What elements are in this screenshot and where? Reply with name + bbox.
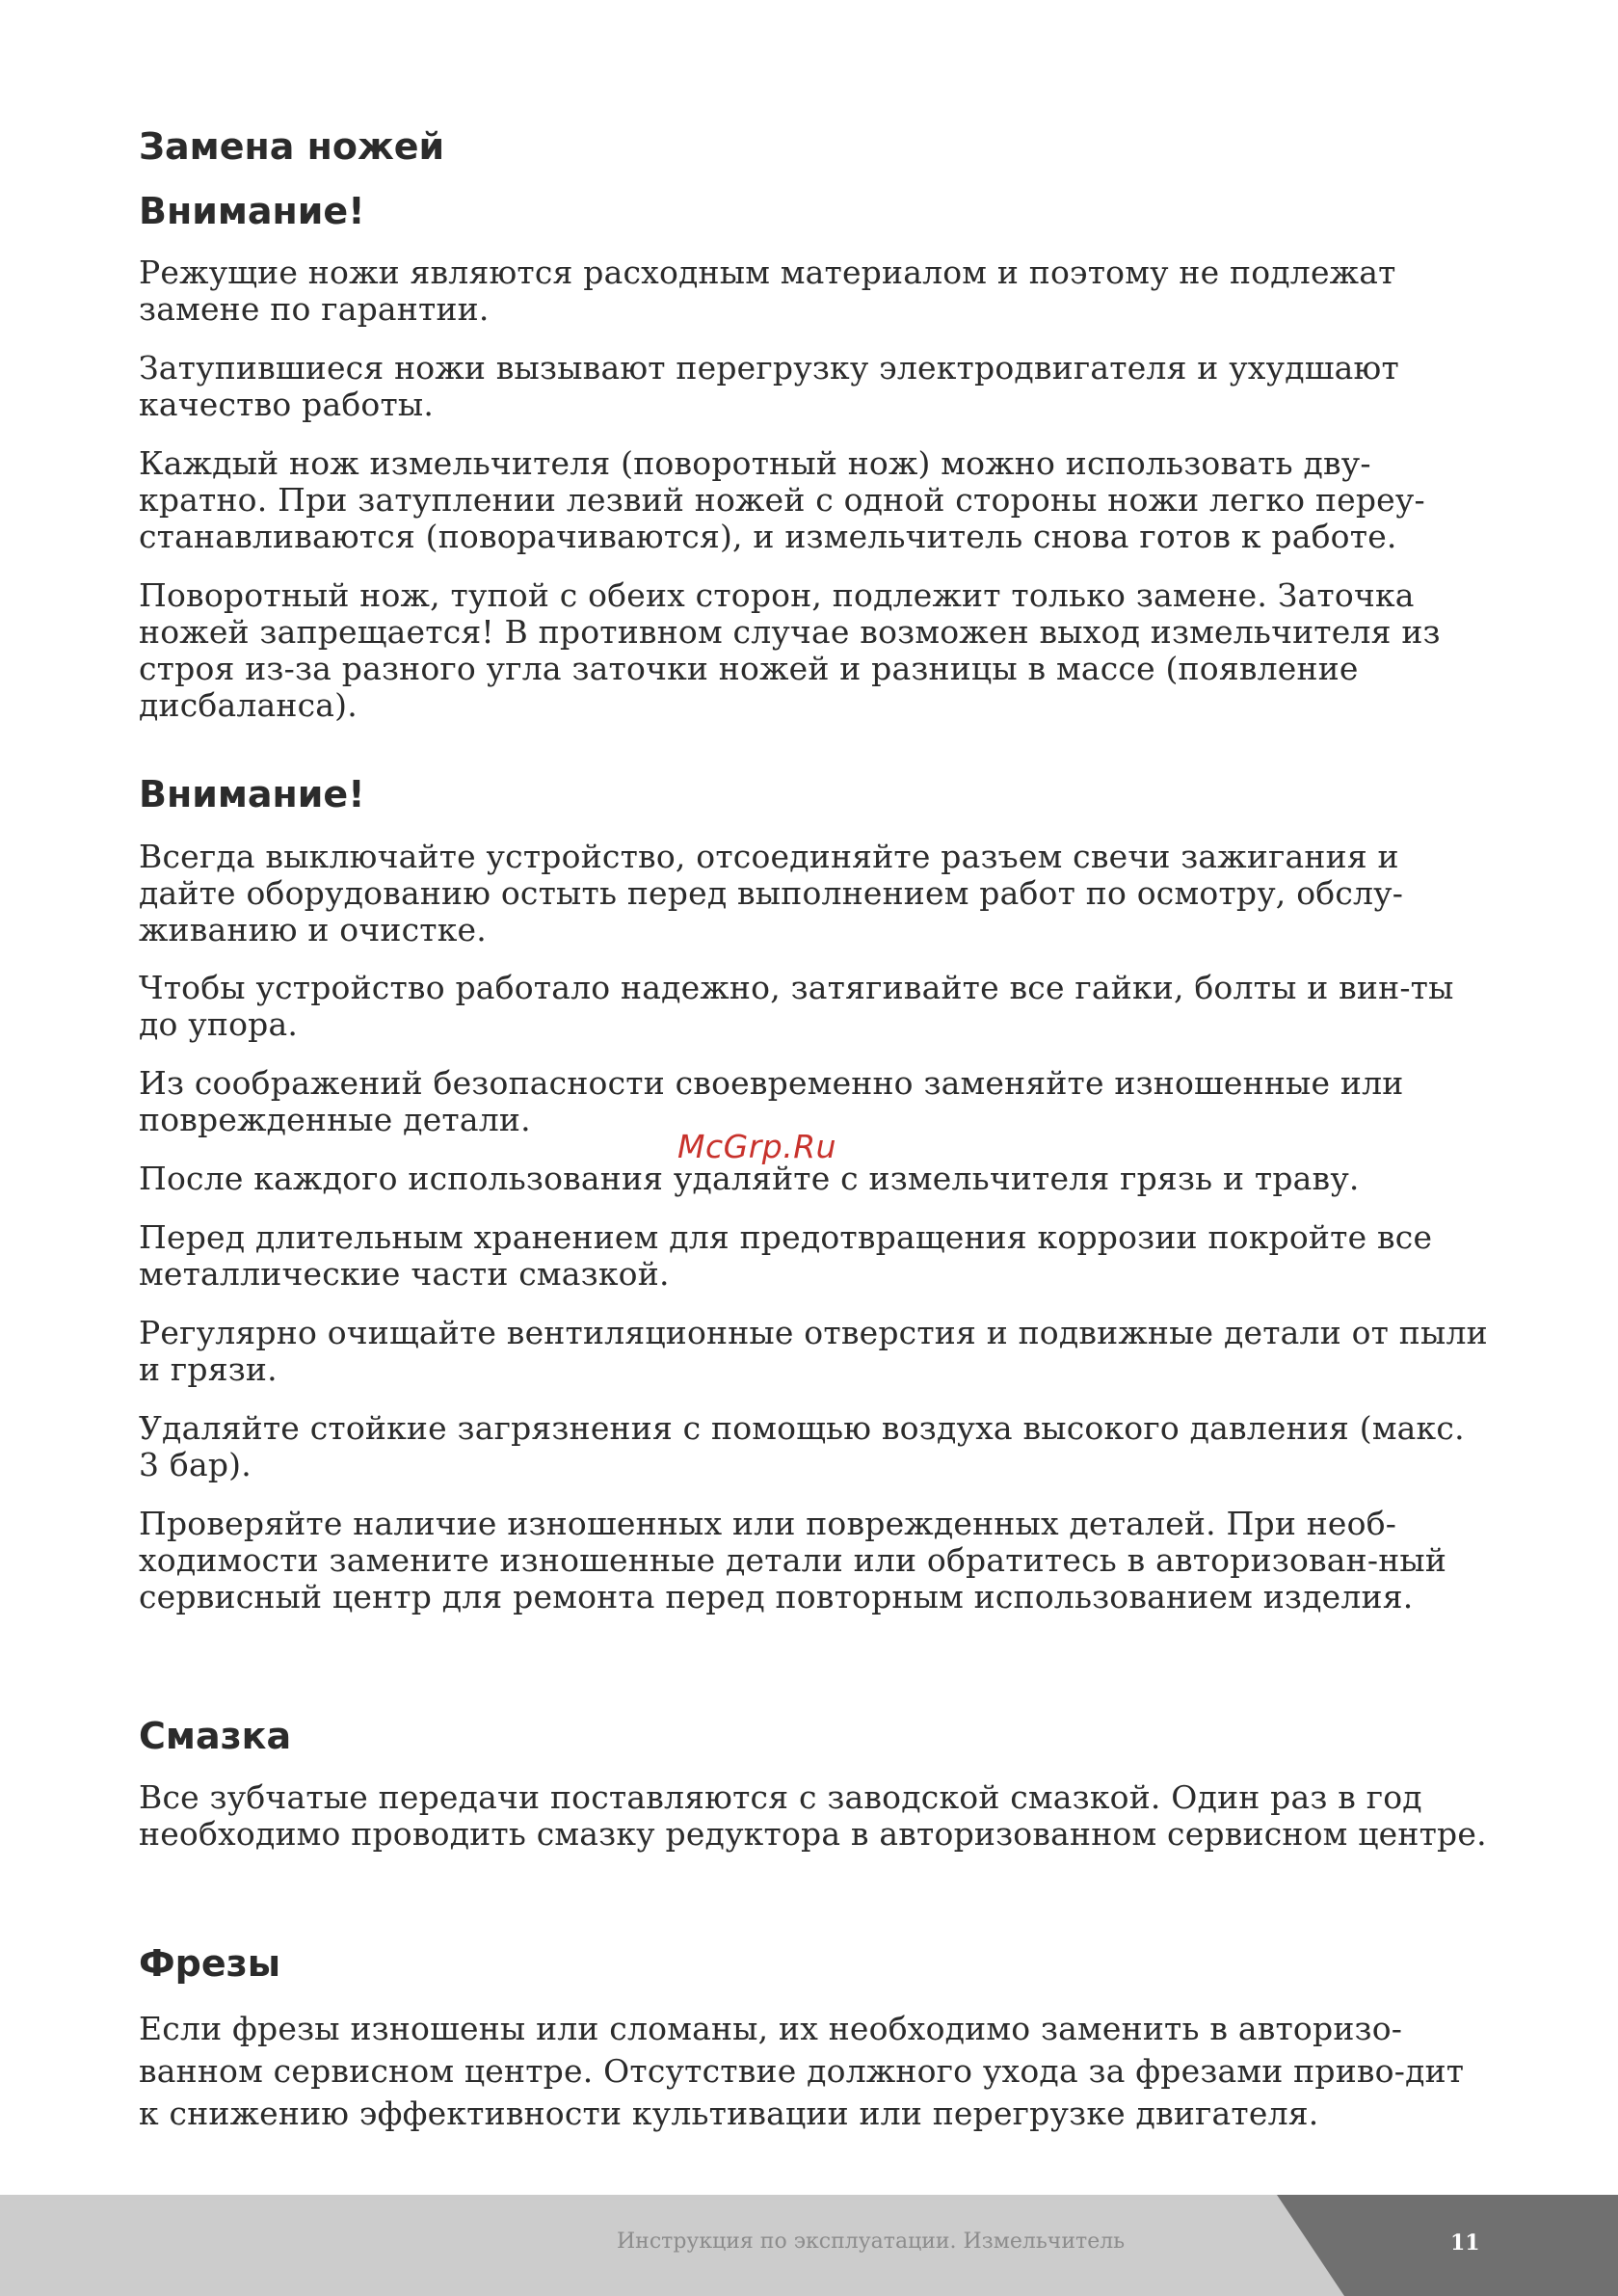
paragraph: Проверяйте наличие изношенных или поврежденных деталей. При необ-ходимости замените изношенные детали или обратитесь в авторизован-ный сервисный центр для ремонта перед повторным использованием изделия.	[139, 1505, 1447, 1615]
paragraph: Из соображений безопасности своевременно заменяйте изношенные или поврежденные детали.	[139, 1064, 1404, 1138]
paragraph: Затупившиеся ножи вызывают перегрузку электродвигателя и ухудшают качество работы.	[139, 349, 1399, 423]
watermark: McGrp.Ru	[677, 1128, 837, 1165]
warning-heading: Внимание!	[139, 190, 365, 232]
section-title-knife-replacement: Замена ножей	[139, 125, 445, 168]
paragraph: Удаляйте стойкие загрязнения с помощью воздуха высокого давления (макс. 3 бар).	[139, 1409, 1465, 1483]
paragraph: Если фрезы изношены или сломаны, их необходимо заменить в авторизо-ванном сервисном центре. Отсутствие должного ухода за фрезами приво-дит к снижению эффективности культивации или перегрузке двигателя.	[139, 2010, 1465, 2132]
paragraph: Поворотный нож, тупой с обеих сторон, подлежит только замене. Заточка ножей запрещается! В противном случае возможен выход измельчителя из строя из-за разного угла заточки ножей и разницы в массе (появление дисбаланса).	[139, 576, 1441, 724]
footer-title: Инструкция по эксплуатации. Измельчитель	[617, 2229, 1126, 2254]
paragraph: Регулярно очищайте вентиляционные отверстия и подвижные детали от пыли и грязи.	[139, 1314, 1488, 1388]
paragraph: Чтобы устройство работало надежно, затягивайте все гайки, болты и вин-ты до упора.	[139, 969, 1454, 1043]
paragraph: Каждый нож измельчителя (поворотный нож) можно использовать дву-кратно. При затуплении лезвий ножей с одной стороны ножи легко переу-станавливаются (поворачиваются), и измельчитель снова готов к работе.	[139, 444, 1425, 555]
paragraph: Режущие ножи являются расходным материалом и поэтому не подлежат замене по гарантии.	[139, 254, 1396, 328]
paragraph: После каждого использования удаляйте с измельчителя грязь и траву.	[139, 1160, 1360, 1197]
section-title-lubrication: Смазка	[139, 1715, 292, 1757]
page-number: 11	[1450, 2230, 1480, 2256]
paragraph: Все зубчатые передачи поставляются с заводской смазкой. Один раз в год необходимо проводить смазку редуктора в авторизованном сервисном центре.	[139, 1778, 1487, 1853]
paragraph: Всегда выключайте устройство, отсоединяйте разъем свечи зажигания и дайте оборудованию остыть перед выполнением работ по осмотру, обслу-живанию и очистке.	[139, 838, 1404, 948]
section-title-tillers: Фрезы	[139, 1942, 281, 1985]
warning-heading: Внимание!	[139, 773, 365, 815]
paragraph: Перед длительным хранением для предотвращения коррозии покройте все металлические части смазкой.	[139, 1218, 1433, 1293]
page-footer	[0, 2195, 1618, 2296]
